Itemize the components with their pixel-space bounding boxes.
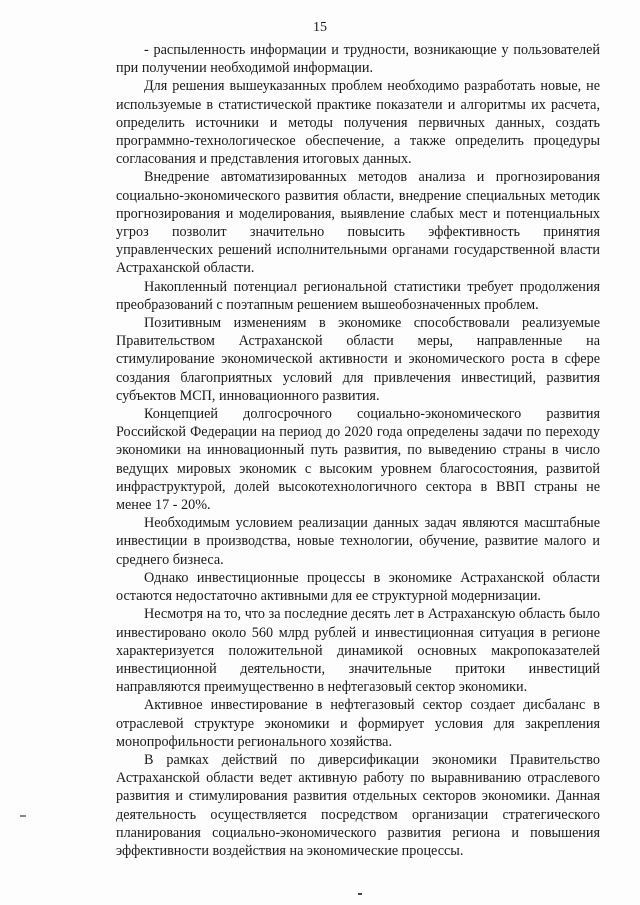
page-number: 15 xyxy=(313,20,327,35)
paragraph-7: Необходимым условием реализации данных задач являются масштабные инвестиции в производства, новые технологии, обучение, развитие малого и среднего бизнеса. xyxy=(116,515,600,568)
scan-margin-mark xyxy=(20,815,26,817)
scan-bottom-mark xyxy=(358,893,362,895)
paragraph-1: - распыленность информации и трудности, возникающие у пользователей при получении необходимой информации. xyxy=(116,42,600,77)
paragraph-11: В рамках действий по диверсификации экономики Правительство Астраханской области ведет активную работу по выравниванию отраслевого развития и стимулирования развития отдельных секторов экономики. Данная деятельность осуществляется посредством организации стратегического планирования социально-экономического развития региона и повышения эффективности воздействия на экономические процессы. xyxy=(116,751,600,859)
paragraph-8: Однако инвестиционные процессы в экономике Астраханской области остаются недостаточно активными для ее структурной модернизации. xyxy=(116,569,600,605)
paragraph-3: Внедрение автоматизированных методов анализа и прогнозирования социально-экономического развития области, внедрение специальных методик прогнозирования и моделирования, выявление слабых мест и потенциальных угроз позволит значительно повысить эффективность принятия управленческих решений исполнительными органами государственной власти Астраханской области. xyxy=(116,169,600,277)
paragraph-4: Накопленный потенциал региональной статистики требует продолжения преобразований с поэтапным решением вышеобозначенных проблем. xyxy=(116,278,600,313)
paragraph-2: Для решения вышеуказанных проблем необходимо разработать новые, не используемые в статистической практике показатели и алгоритмы их расчета, определить источники и методы получения первичных данных, создать программно-технологическое обеспечение, а также определить процедуры согласования и представления итоговых данных. xyxy=(116,78,600,168)
paragraph-9: Несмотря на то, что за последние десять лет в Астраханскую область было инвестировано около 560 млрд рублей и инвестиционная ситуация в регионе характеризуется положительной динамикой основных макропоказателей инвестиционной деятельности, значительные притоки инвестиций направляются преимущественно в нефтегазовый сектор экономики. xyxy=(116,606,600,696)
paragraph-10: Активное инвестирование в нефтегазовый сектор создает дисбаланс в отраслевой структуре экономики и формирует условия для закрепления монопрофильности регионального хозяйства. xyxy=(116,697,600,750)
paragraph-6: Концепцией долгосрочного социально-экономического развития Российской Федерации на период до 2020 года определены задачи по переходу экономики на инновационный путь развития, по выведению страны в число ведущих мировых экономик с высоким уровнем благосостояния, развитой инфраструктурой, долей высокотехнологичного сектора в ВВП страны не менее 17 - 20%. xyxy=(116,406,600,514)
paragraph-5: Позитивным изменениям в экономике способствовали реализуемые Правительством Астраханской области меры, направленные на стимулирование экономической активности и экономического роста в сфере создания благоприятных условий для привлечения инвестиций, развития субъектов МСП, инновационного развития. xyxy=(116,315,600,404)
body-text xyxy=(116,41,600,860)
